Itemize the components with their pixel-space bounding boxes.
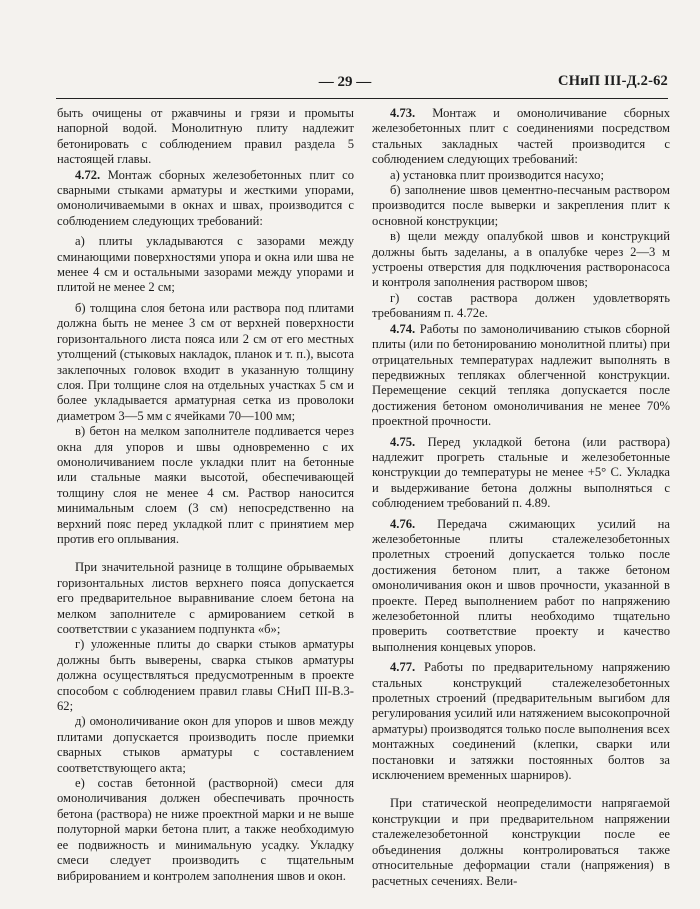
- item-a: а) установка плит производится насухо;: [390, 167, 604, 182]
- clause-text: Работы по замоноличиванию стыков сборной плиты (или по бетонированию монолитной плиты) при отрицательных температурах надлежит выполнять в передвижных тепляках облегченной конструкции. Перемещение секций тепляка допускается после достижения бетоном омоноличивания не менее 70% проектной прочности.: [372, 321, 670, 429]
- clause-4-73: [372, 106, 670, 168]
- clause-number: 4.72.: [75, 167, 101, 182]
- clause-number: 4.74.: [390, 321, 416, 336]
- item-v: в) щели между опалубкой швов и конструкций должны быть заделаны, а в опалубке через 2—3 м устроены отверстия для подключения растворонасоса и контроля заполнения раствором швов;: [372, 229, 670, 290]
- clause-4-75: [372, 435, 670, 512]
- item-a: а) плиты укладываются с зазорами между сминающими поверхностями упора и окна или шва не менее 4 см и остальными зазорами между упорами и плитой не менее 2 см;: [57, 234, 354, 295]
- left-column: [57, 106, 354, 884]
- item-b: б) заполнение швов цементно-песчаным раствором производится после выверки и закрепления плит к основной конструкции;: [372, 183, 670, 228]
- paragraph: При значительной разнице в толщине обрываемых горизонтальных листов верхнего пояса допускается его предварительное выравнивание слоем бетона на мелком заполнителе с армированием сеткой в соответствии с указанием подпункта «б»;: [57, 560, 354, 636]
- clause-number: 4.77.: [390, 660, 416, 675]
- clause-text: Перед укладкой бетона (или раствора) надлежит прогреть стальные и железобетонные конструкции до температуры не менее +5° С. Укладка и выдерживание бетона должны выполняться с соблюдением требований п. 4.89.: [372, 434, 671, 511]
- clause-number: 4.75.: [390, 434, 416, 449]
- document-code: СНиП III-Д.2-62: [558, 73, 668, 89]
- paragraph: быть очищены от ржавчины и грязи и промыты напорной водой. Монолитную плиту надлежит бетонировать с соблюдением правил раздела 5 настоящей главы.: [57, 106, 354, 167]
- clause-text: Передача сжимающих усилий на железобетонные плиты сталежелезобетонных пролетных строений допускается только после достижения бетоном плит, а также бетоном омоноличивания окон и швов прочности, указанной в проекте. Перед выполнением работ по напряжению железобетонной плиты необходимо тщательно проверить соответствие проекту и качество выполнения концевых упоров.: [372, 516, 670, 654]
- item-g: г) уложенные плиты до сварки стыков арматуры должны быть выверены, сварка стыков арматуры должна осуществляться предусмотренным в проекте способом с соблюдением правил главы СНиП III-В.3-62;: [57, 637, 354, 714]
- clause-4-74: [372, 322, 670, 430]
- header-rule: [56, 98, 668, 99]
- clause-4-72: [57, 168, 354, 230]
- item-g: г) состав раствора должен удовлетворять требованиям п. 4.72е.: [372, 290, 670, 321]
- clause-text: Монтаж сборных железобетонных плит со сварными стыками арматуры и жесткими упорами, омоноличиваемыми в окнах и швах, производится с соблюдением следующих требований:: [57, 167, 354, 228]
- item-e: е) состав бетонной (растворной) смеси для омоноличивания должен обеспечивать прочность бетона (раствора) не ниже проектной марки и не выше полуторной марки бетона плит, а также необходимую ее подвижность и минимальную усадку. Укладку смеси следует производить с тщательным вибрированием и контролем заполнения швов и окон.: [57, 776, 354, 883]
- page-number: — 29 —: [318, 74, 372, 90]
- item-v: в) бетон на мелком заполнителе подливается через окна для упоров и швы одновременно с их омоноличиванием после укладки плит на бетонные или стальные маяки высотой, обеспечивающей толщину слоя не менее 4 см. Раствор наносится минимальным слоем (3 см) непосредственно на верхний пояс перед укладкой плит с принятием мер против его оплывания.: [57, 424, 354, 546]
- clause-4-76: [372, 517, 670, 656]
- paragraph: При статической неопределимости напрягаемой конструкции и при предварительном напряжении сталежелезобетонной конструкции после ее объединения должны контролироваться также относительные деформации стали (напряжения) в расчетных сечениях. Вели-: [372, 796, 670, 888]
- item-b: б) толщина слоя бетона или раствора под плитами должна быть не менее 3 см от верхней поверхности горизонтального листа пояса или 2 см от его местных утолщений (стыковых накладок, планок и т. п.), высота заклепочных головок входит в указанную толщину слоя. При толщине слоя на отдельных участках 5 см и более укладывается арматурная сетка из проволоки диаметром 3—5 мм с ячейками 70—100 мм;: [57, 300, 354, 423]
- clause-4-77: [372, 660, 670, 783]
- clause-text: Монтаж и омоноличивание сборных железобетонных плит с соединениями посредством стальных закладных частей производится с соблюдением следующих требований:: [372, 106, 670, 167]
- clause-number: 4.76.: [390, 516, 416, 531]
- item-d: д) омоноличивание окон для упоров и швов между плитами допускается производить после приемки сварных стыков арматуры с составлением соответствующего акта;: [57, 714, 354, 775]
- clause-number: 4.73.: [390, 106, 416, 120]
- right-column: [372, 106, 670, 889]
- clause-text: Работы по предварительному напряжению стальных конструкций сталежелезобетонных пролетных строений (предварительным выгибом для регулирования усилий или натяжением высокопрочной арматуры) производятся только после выполнения всех монтажных соединений (клепки, сварки или постановки и затяжки постоянных болтов за исключением временных шарниров).: [372, 660, 670, 783]
